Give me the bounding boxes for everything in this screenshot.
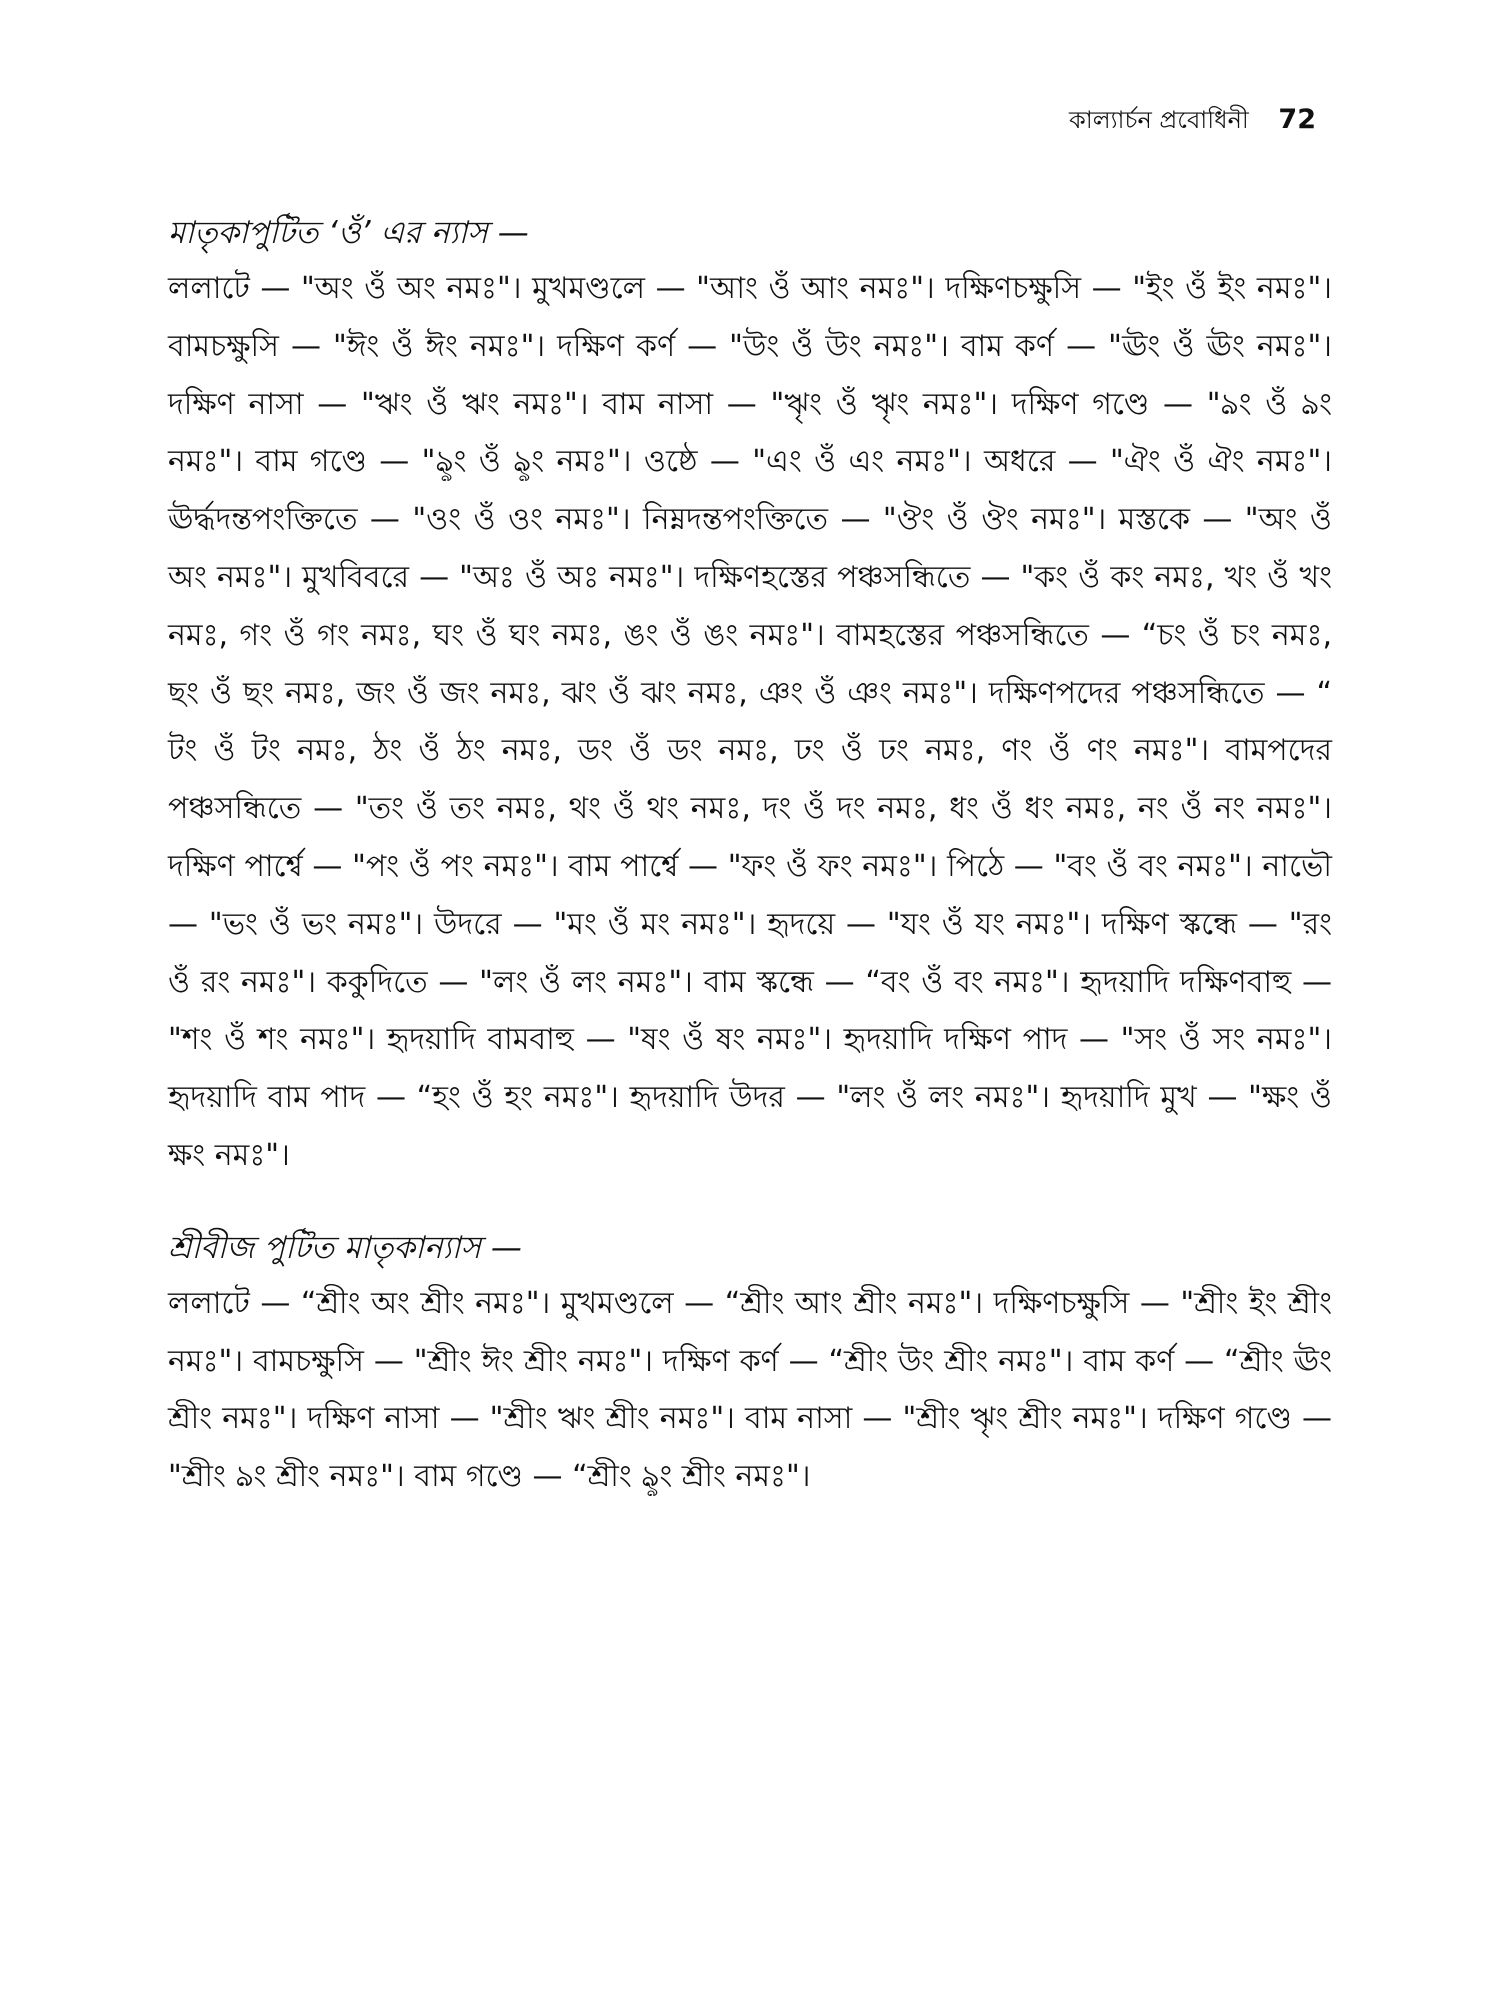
section-text: ললাটে — “শ্রীং অং শ্রীং নমঃ"। মুখমণ্ডলে — “শ্রীং আং শ্রীং নমঃ"। দক্ষিণচক্ষুসি — "শ্রীং ইং শ্রীং নমঃ"। বামচক্ষুসি — "শ্রীং ঈং শ্রীং নমঃ"। দক্ষিণ কর্ণ — “শ্রীং উং শ্রীং নমঃ"। বাম কর্ণ — “শ্রীং ঊং শ্রীং নমঃ"। দক্ষিণ নাসা — "শ্রীং ঋং শ্রীং নমঃ"। বাম নাসা — "শ্রীং ৠং শ্রীং নমঃ"। দক্ষিণ গণ্ডে — "শ্রীং ঌং শ্রীং নমঃ"। বাম গণ্ডে — “শ্রীং ৡং শ্রীং নমঃ"। [168,1285,1332,1495]
section-heading: মাতৃকাপুটিত ‘ওঁ’ এর ন্যাস — [168,215,529,251]
running-header [1069,104,1316,136]
section-heading: শ্রীবীজ পুটিত মাতৃকান্যাস — [168,1229,522,1266]
section-shribija-matrika-nyasa [168,1225,1332,1506]
page-body [168,210,1332,1506]
book-title: কাল্যার্চন প্রবোধিনী [1068,106,1249,134]
section-text: ললাটে — "অং ওঁ অং নমঃ"। মুখমণ্ডলে — "আং ওঁ আং নমঃ"। দক্ষিণচক্ষুসি — "ইং ওঁ ইং নমঃ"। বামচক্ষুসি — "ঈং ওঁ ঈং নমঃ"। দক্ষিণ কর্ণ — "উং ওঁ উং নমঃ"। বাম কর্ণ — "ঊং ওঁ ঊং নমঃ"। দক্ষিণ নাসা — "ঋং ওঁ ঋং নমঃ"। বাম নাসা — "ৠং ওঁ ৠং নমঃ"। দক্ষিণ গণ্ডে — "ঌং ওঁ ঌং নমঃ"। বাম গণ্ডে — "ৡং ওঁ ৡং নমঃ"। ওষ্ঠে — "এং ওঁ এং নমঃ"। অধরে — "ঐং ওঁ ঐং নমঃ"। ঊর্দ্ধদন্তপংক্তিতে — "ওং ওঁ ওং নমঃ"। নিম্নদন্তপংক্তিতে — "ঔং ওঁ ঔং নমঃ"। মস্তকে — "অং ওঁ অং নমঃ"। মুখবিবরে — "অঃ ওঁ অঃ নমঃ"। দক্ষিণহস্তের পঞ্চসন্ধিতে — "কং ওঁ কং নমঃ, খং ওঁ খং নমঃ, গং ওঁ গং নমঃ, ঘং ওঁ ঘং নমঃ, ঙং ওঁ ঙং নমঃ"। বামহস্তের পঞ্চসন্ধিতে — “চং ওঁ চং নমঃ, ছং ওঁ ছং নমঃ, জং ওঁ জং নমঃ, ঝং ওঁ ঝং নমঃ, ঞং ওঁ ঞং নমঃ"। দক্ষিণপদের পঞ্চসন্ধিতে — “ টং ওঁ টং নমঃ, ঠং ওঁ ঠং নমঃ, ডং ওঁ ডং নমঃ, ঢং ওঁ ঢং নমঃ, ণং ওঁ ণং নমঃ"। বামপদের পঞ্চসন্ধিতে — "তং ওঁ তং নমঃ, থং ওঁ থং নমঃ, দং ওঁ দং নমঃ, ধং ওঁ ধং নমঃ, নং ওঁ নং নমঃ"। দক্ষিণ পার্শ্বে — "পং ওঁ পং নমঃ"। বাম পার্শ্বে — "ফং ওঁ ফং নমঃ"। পিঠে — "বং ওঁ বং নমঃ"। নাভৌ — "ভং ওঁ ভং নমঃ"। উদরে — "মং ওঁ মং নমঃ"। হৃদয়ে — "যং ওঁ যং নমঃ"। দক্ষিণ স্কন্ধে — "রং ওঁ রং নমঃ"। ককুদিতে — "লং ওঁ লং নমঃ"। বাম স্কন্ধে — “বং ওঁ বং নমঃ"। হৃদয়াদি দক্ষিণবাহু — "শং ওঁ শং নমঃ"। হৃদয়াদি বামবাহু — "ষং ওঁ ষং নমঃ"। হৃদয়াদি দক্ষিণ পাদ — "সং ওঁ সং নমঃ"। হৃদয়াদি বাম পাদ — “হং ওঁ হং নমঃ"। হৃদয়াদি উদর — "লং ওঁ লং নমঃ"। হৃদয়াদি মুখ — "ক্ষং ওঁ ক্ষং নমঃ"। [168,271,1332,1173]
page-number: 72 [1278,104,1316,135]
section-om-matrika-nyasa [168,210,1332,1185]
